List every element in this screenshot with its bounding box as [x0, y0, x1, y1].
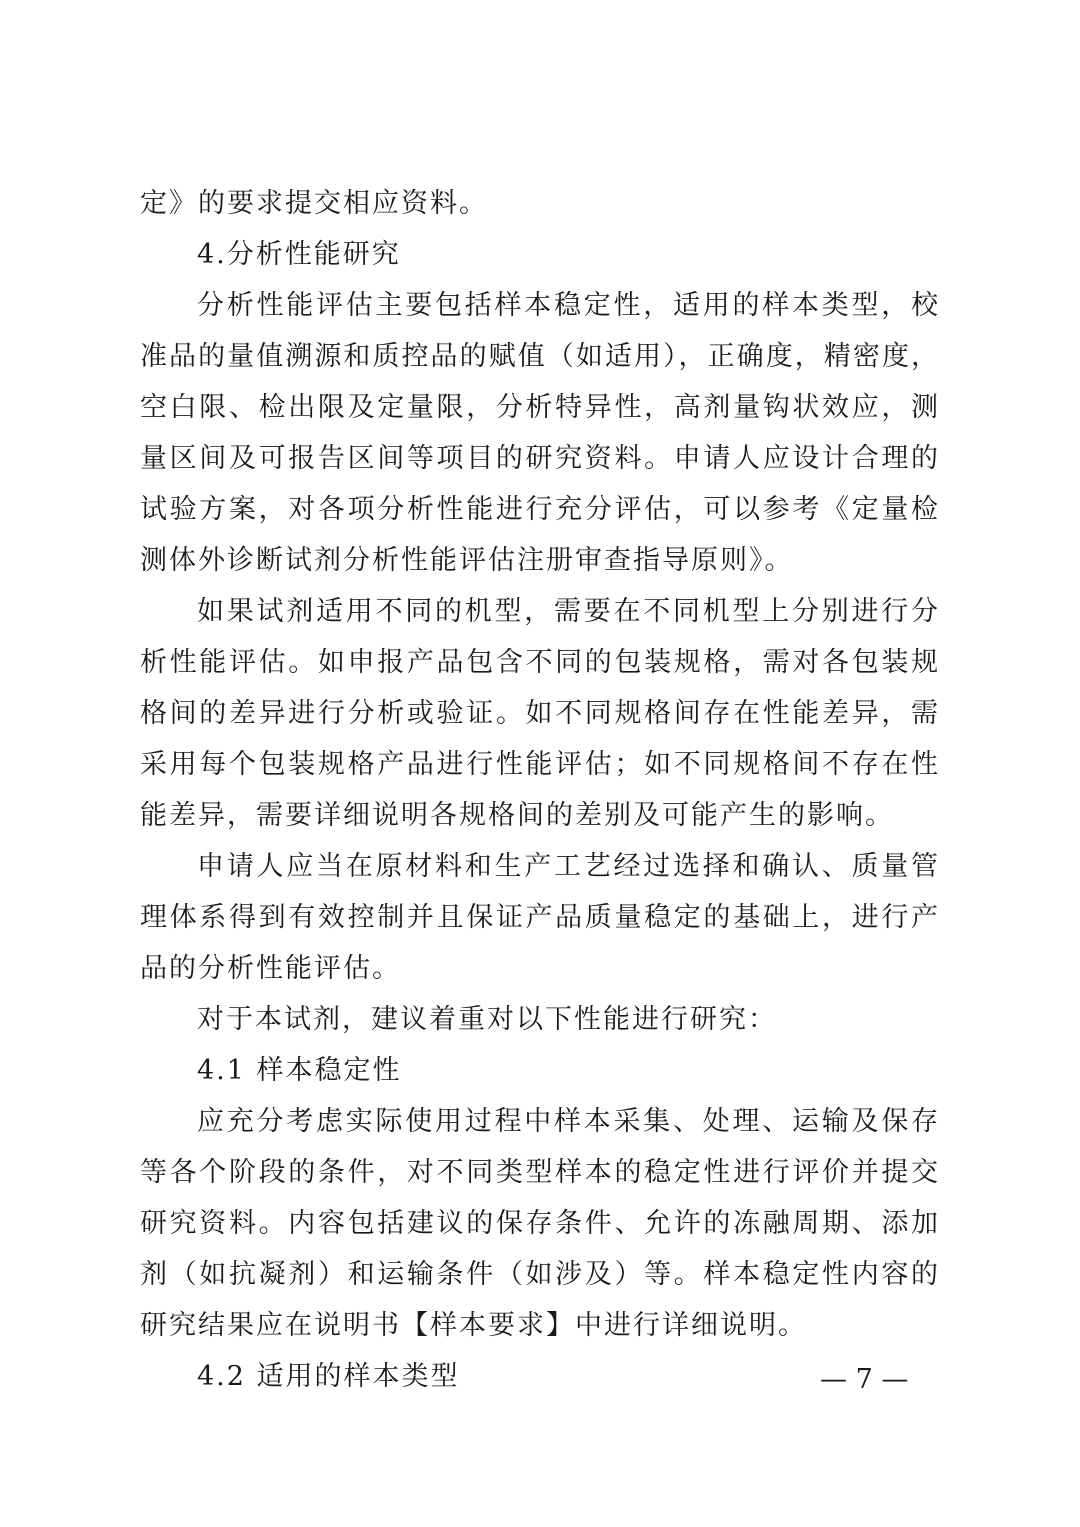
paragraph-sample-stability: 应充分考虑实际使用过程中样本采集、处理、运输及保存等各个阶段的条件，对不同类型样本的稳定性进行评价并提交研究资料。内容包括建议的保存条件、允许的冻融周期、添加剂（如抗凝剂）和运输条件（如涉及）等。样本稳定性内容的研究结果应在说明书【样本要求】中进行详细说明。 — [140, 1106, 940, 1341]
paragraph-analytical-performance: 分析性能评估主要包括样本稳定性，适用的样本类型，校准品的量值溯源和质控品的赋值（如适用），正确度，精密度，空白限、检出限及定量限，分析特异性，高剂量钩状效应，测量区间及可报告区间等项目的研究资料。申请人应设计合理的试验方案，对各项分析性能进行充分评估，可以参考《定量检测体外诊断试剂分析性能评估注册审查指导原则》。 — [140, 290, 940, 576]
subsection-4-1-title: 4.1 样本稳定性 — [197, 1055, 402, 1086]
section-4-title: 4.分析性能研究 — [197, 239, 401, 270]
page-number: — 7 — — [820, 1364, 909, 1395]
paragraph-quality-system: 申请人应当在原材料和生产工艺经过选择和确认、质量管理体系得到有效控制并且保证产品质量稳定的基础上，进行产品的分析性能评估。 — [140, 851, 940, 984]
document-body — [140, 178, 940, 1402]
paragraph-recommendation: 对于本试剂，建议着重对以下性能进行研究： — [197, 1004, 777, 1035]
subsection-4-2-title: 4.2 适用的样本类型 — [197, 1361, 460, 1392]
paragraph-instrument-models: 如果试剂适用不同的机型，需要在不同机型上分别进行分析性能评估。如申报产品包含不同的包装规格，需对各包装规格间的差异进行分析或验证。如不同规格间存在性能差异，需采用每个包装规格产品进行性能评估；如不同规格间不存在性能差异，需要详细说明各规格间的差别及可能产生的影响。 — [140, 596, 940, 831]
continuation-text: 定》的要求提交相应资料。 — [140, 188, 488, 219]
